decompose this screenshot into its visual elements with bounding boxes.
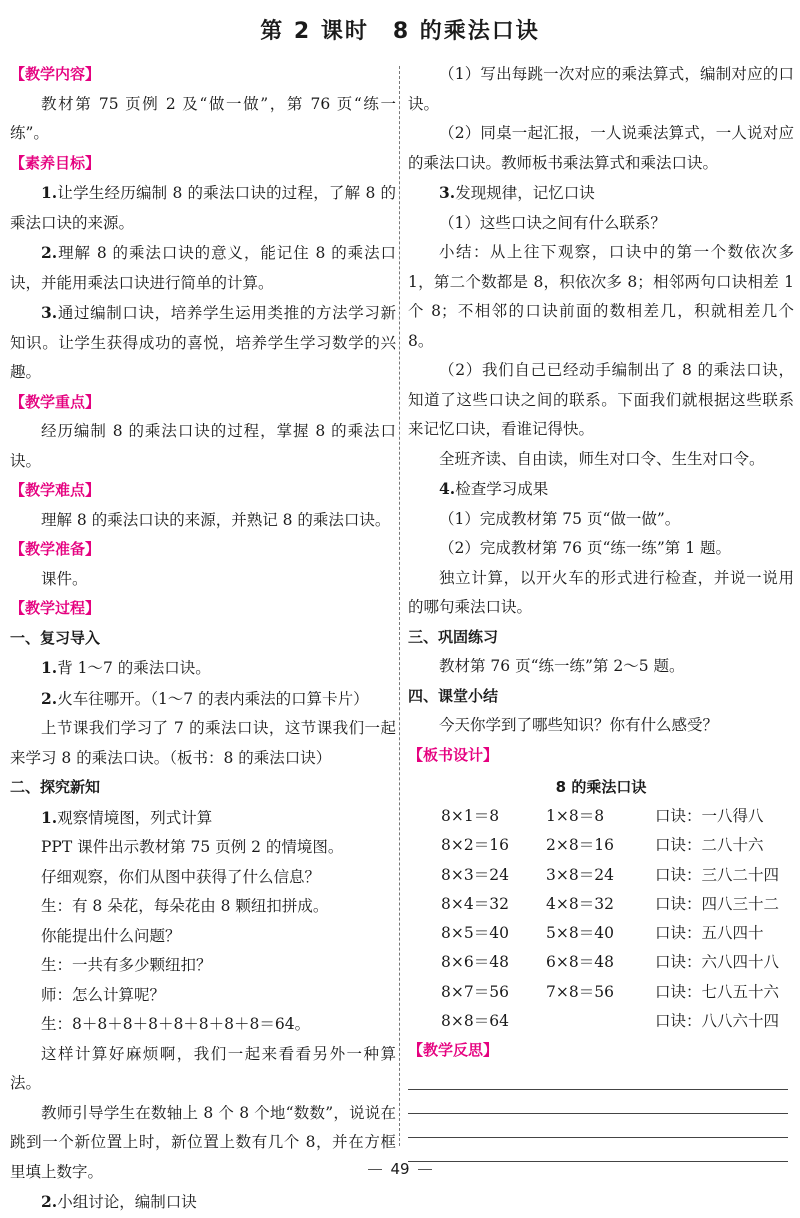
board-row: 8×2＝16 2×8＝16 口诀：二八十六	[441, 836, 764, 855]
section-tag-key: 【教学重点】	[10, 392, 101, 411]
section-tag-board: 【板书设计】	[408, 745, 499, 764]
dash-right	[418, 1169, 432, 1170]
board-row: 8×7＝56 7×8＝56 口诀：七八五十六	[441, 982, 780, 1001]
difficulty-text: 理解 8 的乘法口诀的来源，并熟记 8 的乘法口诀。	[41, 510, 391, 529]
step-item: 1.背 1～7 的乘法口诀。	[41, 658, 211, 677]
text-line: 师：怎么计算呢？	[41, 985, 166, 1004]
step-item: 2.小组讨论，编制口诀	[41, 1192, 197, 1211]
content-text: 教材第 75 页例 2 及“做一做”，第 76 页“练一练”。	[10, 94, 396, 142]
page-number: 49	[0, 1160, 800, 1178]
writing-line	[408, 1114, 788, 1138]
section-heading-review: 一、复习导入	[10, 628, 101, 647]
text-line: （1）这些口诀之间有什么联系？	[439, 213, 666, 232]
writing-line	[408, 1066, 788, 1090]
step-item: 2.火车往哪开。（1～7 的表内乘法的口算卡片）	[41, 688, 369, 708]
goal-item: 1.让学生经历编制 8 的乘法口诀的过程，了解 8 的乘法口诀的来源。	[10, 183, 396, 232]
page-title: 第 2 课时 8 的乘法口诀	[260, 19, 540, 44]
section-tag-prep: 【教学准备】	[10, 540, 101, 558]
section-tag-content: 【教学内容】	[10, 65, 101, 83]
section-heading-practice: 三、巩固练习	[408, 627, 499, 646]
writing-line	[408, 1138, 788, 1162]
text-line: 生：有 8 朵花，每朵花由 8 颗纽扣拼成。	[41, 897, 329, 915]
text-line: （2）完成教材第 76 页“练一练”第 1 题。	[439, 539, 732, 557]
step-item: 3.发现规律，记忆口诀	[439, 183, 595, 202]
key-text: 经历编制 8 的乘法口诀的过程，掌握 8 的乘法口诀。	[10, 422, 396, 470]
section-tag-goals: 【素养目标】	[10, 153, 101, 172]
board-row: 8×4＝32 4×8＝32 口诀：四八三十二	[441, 894, 780, 913]
board-row: 8×1＝8 1×8＝8 口诀：一八得八	[441, 807, 764, 825]
section-tag-reflection: 【教学反思】	[408, 1041, 499, 1060]
paragraph: 教师引导学生在数轴上 8 个 8 个地“数数”，说说在跳到一个新位置上时，新位置上数有几个 8，并在方框里填上数字。	[10, 1103, 396, 1181]
board-table	[408, 802, 794, 1036]
text-line: 教材第 76 页“练一练”第 2～5 题。	[439, 657, 685, 675]
column-divider	[399, 66, 400, 1146]
text-line: 生：8＋8＋8＋8＋8＋8＋8＋8＝64。	[41, 1015, 311, 1033]
text-line: 生：一共有多少颗纽扣？	[41, 956, 212, 974]
text-line: （1）完成教材第 75 页“做一做”。	[439, 509, 681, 528]
section-heading-explore: 二、探究新知	[10, 778, 101, 796]
prep-text: 课件。	[41, 569, 88, 588]
paragraph: （2）我们自己已经动手编制出了 8 的乘法口诀，知道了这些口诀之间的联系。下面我们就根据这些联系来记忆口诀，看谁记得快。	[408, 361, 794, 438]
dash-left	[368, 1169, 382, 1170]
section-tag-process: 【教学过程】	[10, 599, 101, 617]
paragraph: 上节课我们学习了 7 的乘法口诀，这节课我们一起来学习 8 的乘法口诀。（板书：8 的乘法口诀）	[10, 719, 396, 767]
paragraph: （2）同桌一起汇报，一人说乘法算式，一人说对应的乘法口诀。教师板书乘法算式和乘法口诀。	[408, 124, 794, 172]
paragraph: 这样计算好麻烦啊，我们一起来看看另外一种算法。	[10, 1044, 396, 1092]
goal-item: 3.通过编制口诀，培养学生运用类推的方法学习新知识。让学生获得成功的喜悦，培养学生学习数学的兴趣。	[10, 303, 396, 381]
paragraph: 小结：从上往下观察，口诀中的第一个数依次多 1，第二个数都是 8，积依次多 8；相邻两句口诀相差 1 个 8；不相邻的口诀前面的数相差几，积就相差几个 8。	[408, 243, 794, 350]
section-tag-difficulty: 【教学难点】	[10, 481, 101, 499]
text-line: 全班齐读、自由读，师生对口令、生生对口令。	[439, 449, 765, 468]
paragraph: （1）写出每跳一次对应的乘法算式，编制对应的口诀。	[408, 65, 794, 113]
writing-line	[408, 1090, 788, 1114]
text-line: 今天你学到了哪些知识？你有什么感受？	[439, 716, 719, 734]
left-column	[10, 60, 396, 1218]
paragraph: 独立计算，以开火车的形式进行检查，并说一说用的哪句乘法口诀。	[408, 568, 794, 616]
goal-item: 2.理解 8 的乘法口诀的意义，能记住 8 的乘法口诀，并能用乘法口诀进行简单的计算。	[10, 243, 396, 292]
section-heading-summary: 四、课堂小结	[408, 686, 499, 705]
board-row: 8×5＝40 5×8＝40 口诀：五八四十	[441, 924, 764, 943]
step-item: 4.检查学习成果	[439, 479, 549, 498]
board-row: 8×3＝24 3×8＝24 口诀：三八二十四	[441, 865, 780, 884]
board-row: 8×8＝64 口诀：八八六十四	[441, 1012, 780, 1031]
right-column	[408, 60, 794, 1162]
text-line: 仔细观察，你们从图中获得了什么信息？	[41, 867, 321, 886]
board-title: 8 的乘法口诀	[555, 778, 647, 796]
step-item: 1.观察情境图，列式计算	[41, 807, 213, 827]
text-line: 你能提出什么问题？	[41, 926, 181, 945]
board-row: 8×6＝48 6×8＝48 口诀：六八四十八	[441, 953, 780, 972]
text-line: PPT 课件出示教材第 75 页例 2 的情境图。	[41, 838, 344, 856]
